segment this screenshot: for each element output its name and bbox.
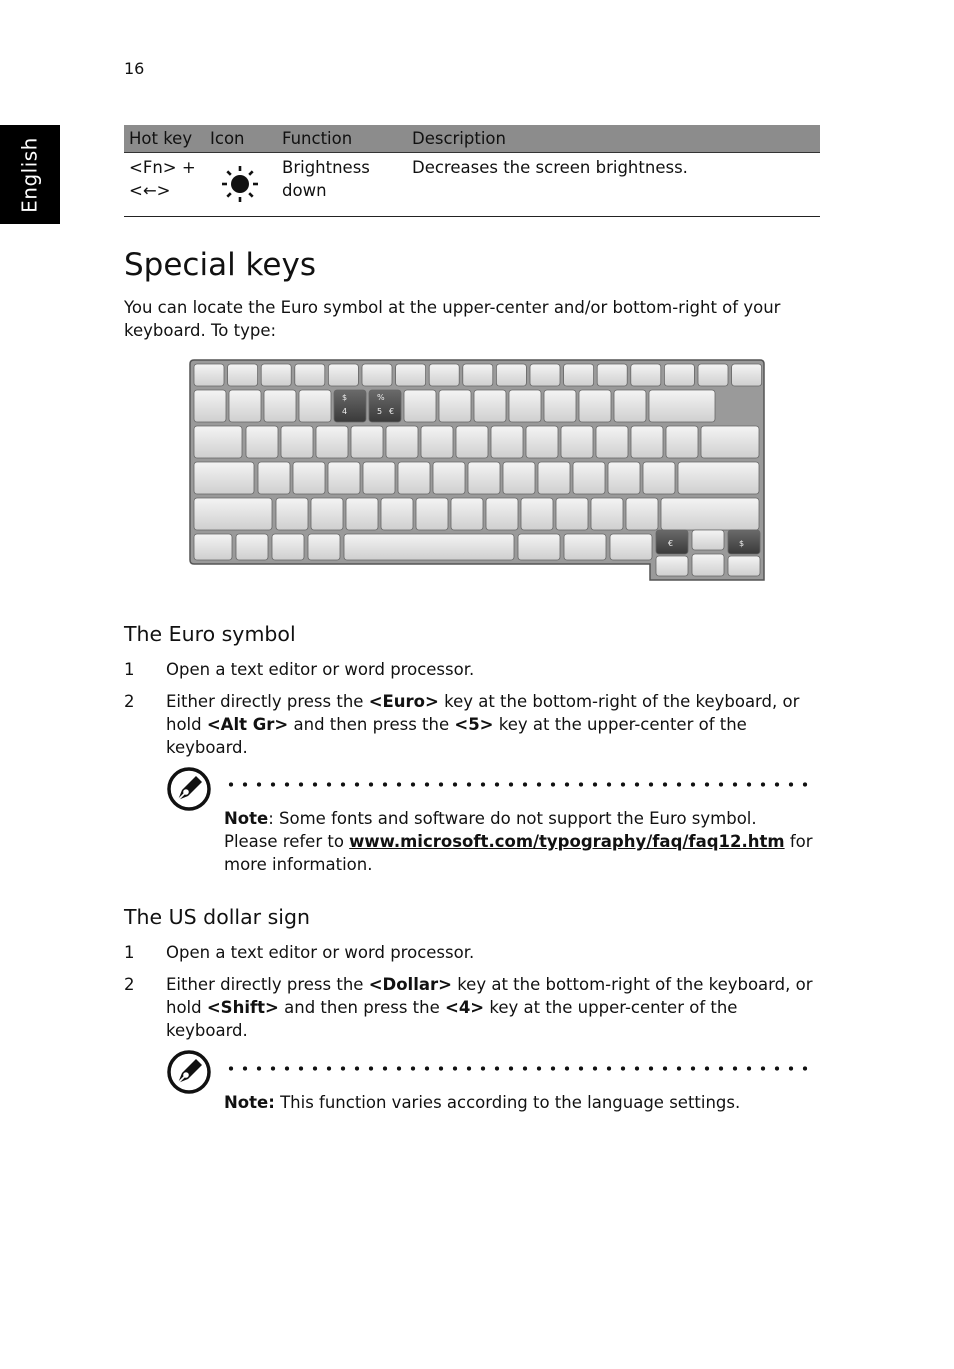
keyboard-key <box>491 426 523 458</box>
keyboard-key <box>561 426 593 458</box>
hotkey-cell <box>129 156 196 202</box>
function-line-2: down <box>282 181 327 200</box>
keyboard-key <box>299 390 331 422</box>
keyboard-key <box>468 462 500 494</box>
keyboard-key <box>597 364 627 386</box>
dollar-key: <Dollar> <box>368 975 452 994</box>
keyboard-key <box>564 364 594 386</box>
keyboard-key <box>363 462 395 494</box>
function-line-1: Brightness <box>282 158 370 177</box>
keyboard-key <box>396 364 426 386</box>
dollar-step2-text: Either directly press the <Dollar> key at the bottom-right of the keyboard, or hold <Shift> and then press the <4> key at the upper-center of the keyboard. <box>166 975 813 1040</box>
keyboard-key <box>344 534 514 560</box>
keyboard-key <box>308 534 340 560</box>
key-label-euro-top: € <box>389 407 395 416</box>
four-key: <4> <box>445 998 485 1017</box>
keyboard-key <box>530 364 560 386</box>
keyboard-key <box>429 364 459 386</box>
keyboard-key <box>610 534 652 560</box>
keyboard-key <box>362 364 392 386</box>
note-pen-icon <box>166 766 212 818</box>
keyboard-key <box>631 426 663 458</box>
keyboard-key <box>631 364 661 386</box>
five-key: <5> <box>454 715 494 734</box>
header-hotkey: Hot key <box>129 129 193 148</box>
keyboard-key <box>404 390 436 422</box>
keyboard-key <box>295 364 325 386</box>
keyboard-key <box>666 426 698 458</box>
key-label-five: 5 <box>377 407 383 416</box>
keyboard-key <box>194 390 226 422</box>
keyboard-key <box>293 462 325 494</box>
keyboard-key <box>194 462 254 494</box>
dollar-step1-text: Open a text editor or word processor. <box>166 943 475 962</box>
keyboard-key <box>538 462 570 494</box>
keyboard-key <box>518 534 560 560</box>
keyboard-key <box>463 364 493 386</box>
highlighted-key <box>369 390 401 422</box>
key-label-percent-top: % <box>377 393 385 402</box>
header-function: Function <box>282 129 353 148</box>
keyboard-key <box>229 390 261 422</box>
alt-gr-key: <Alt Gr> <box>206 715 289 734</box>
note-label: Note: <box>224 1093 275 1112</box>
keyboard-key <box>398 462 430 494</box>
keyboard-key <box>246 426 278 458</box>
keyboard-key <box>698 364 728 386</box>
keyboard-key <box>556 498 588 530</box>
keyboard-illustration <box>188 358 768 592</box>
key-label-dollar-bottom: $ <box>739 539 745 548</box>
key-label-euro-bottom: € <box>668 539 674 548</box>
table-row <box>124 153 820 217</box>
keyboard-key <box>692 530 724 550</box>
euro-step2-text: Either directly press the <Euro> key at the bottom-right of the keyboard, or hold <Alt Gr> and then press the <5> key at the upper-center of the keyboard. <box>166 692 800 757</box>
keyboard-key <box>264 390 296 422</box>
keyboard-key <box>496 364 526 386</box>
note-label: Note <box>224 809 269 828</box>
keyboard-key <box>649 390 715 422</box>
section-heading: Special keys <box>124 247 316 283</box>
keyboard-key <box>194 534 232 560</box>
keyboard-key <box>664 364 694 386</box>
keyboard-key <box>596 426 628 458</box>
keyboard-key <box>521 498 553 530</box>
keyboard-key <box>564 534 606 560</box>
keyboard-key <box>456 426 488 458</box>
note-divider <box>224 1066 812 1071</box>
keyboard-key <box>486 498 518 530</box>
page-number: 16 <box>124 59 145 78</box>
keyboard-key <box>281 426 313 458</box>
keyboard-key <box>503 462 535 494</box>
keyboard-key <box>608 462 640 494</box>
key-label-dollar-top: $ <box>342 393 348 402</box>
note-pen-icon <box>166 1049 212 1101</box>
keyboard-key <box>573 462 605 494</box>
euro-step1-text: Open a text editor or word processor. <box>166 660 475 679</box>
description-cell: Decreases the screen brightness. <box>412 158 688 177</box>
keyboard-key <box>678 462 759 494</box>
keyboard-key <box>351 426 383 458</box>
keyboard-key <box>439 390 471 422</box>
language-side-tab <box>0 125 60 224</box>
dollar-subheading: The US dollar sign <box>124 905 311 929</box>
dollar-step1-number: 1 <box>124 943 135 962</box>
keyboard-key <box>656 556 688 576</box>
keyboard-key <box>728 556 760 576</box>
keyboard-key <box>433 462 465 494</box>
hotkey-table <box>124 125 820 217</box>
keyboard-key <box>544 390 576 422</box>
keyboard-key <box>732 364 762 386</box>
keyboard-key <box>626 498 658 530</box>
keyboard-key <box>261 364 291 386</box>
microsoft-faq-link[interactable]: www.microsoft.com/typography/faq/faq12.htm <box>349 832 785 851</box>
keyboard-key <box>194 364 224 386</box>
keyboard-key <box>328 364 358 386</box>
keyboard-key <box>386 426 418 458</box>
highlighted-key <box>334 390 366 422</box>
euro-key: <Euro> <box>368 692 439 711</box>
keyboard-key <box>194 498 272 530</box>
keyboard-key <box>661 498 759 530</box>
keyboard-key <box>692 554 724 576</box>
language-label: English <box>17 136 42 213</box>
key-label-four: 4 <box>342 407 348 416</box>
dollar-note: Note: This function varies according to the language settings. <box>224 1093 741 1112</box>
keyboard-key <box>579 390 611 422</box>
keyboard-key <box>228 364 258 386</box>
note-divider <box>224 782 812 787</box>
euro-note: Note: Some fonts and software do not support the Euro symbol. Please refer to www.microsoft.com/typography/faq/faq12.htm for more information. <box>224 809 813 874</box>
shift-key: <Shift> <box>206 998 279 1017</box>
keyboard-key <box>346 498 378 530</box>
brightness-down-icon <box>221 165 259 209</box>
keyboard-key <box>272 534 304 560</box>
hotkey-line-1: <Fn> + <box>129 158 196 177</box>
keyboard-key <box>701 426 759 458</box>
keyboard-key <box>643 462 675 494</box>
keyboard-key <box>509 390 541 422</box>
dollar-step2-number: 2 <box>124 975 135 994</box>
function-cell <box>282 156 370 202</box>
keyboard-key <box>236 534 268 560</box>
header-description: Description <box>412 129 506 148</box>
table-header-row <box>124 125 820 153</box>
keyboard-key <box>451 498 483 530</box>
keyboard-key <box>421 426 453 458</box>
euro-step1-number: 1 <box>124 660 135 679</box>
keyboard-key <box>591 498 623 530</box>
keyboard-key <box>194 426 242 458</box>
keyboard-key <box>311 498 343 530</box>
keyboard-key <box>526 426 558 458</box>
hotkey-line-2: <←> <box>129 181 171 200</box>
keyboard-key <box>416 498 448 530</box>
keyboard-key <box>381 498 413 530</box>
intro-paragraph: You can locate the Euro symbol at the upper-center and/or bottom-right of your keyboard. To type: <box>124 298 781 340</box>
header-icon: Icon <box>210 129 245 148</box>
keyboard-key <box>474 390 506 422</box>
keyboard-key <box>614 390 646 422</box>
keyboard-key <box>276 498 308 530</box>
keyboard-key <box>316 426 348 458</box>
keyboard-key <box>258 462 290 494</box>
keyboard-key <box>328 462 360 494</box>
euro-subheading: The Euro symbol <box>124 622 296 646</box>
euro-step2-number: 2 <box>124 692 135 711</box>
